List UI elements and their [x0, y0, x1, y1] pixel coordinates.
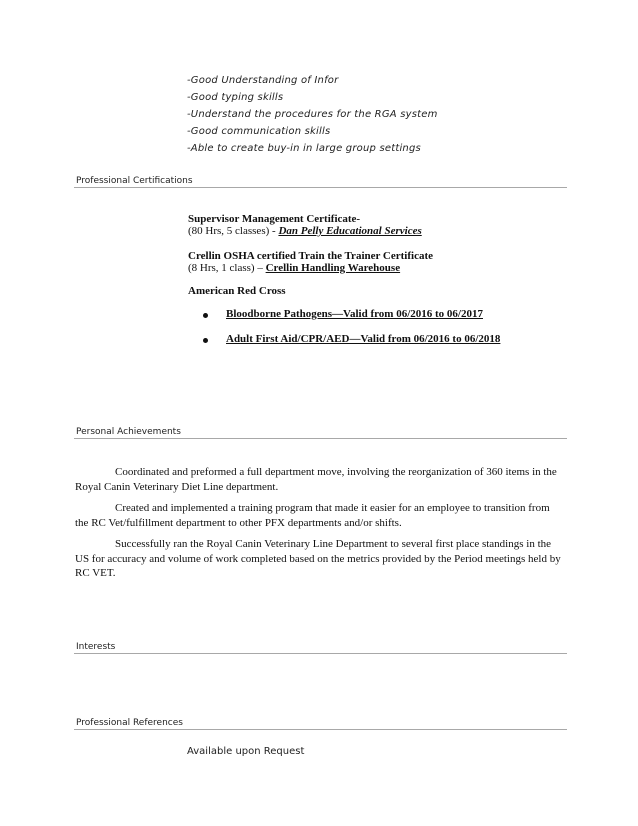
cert-detail-osha	[188, 262, 400, 274]
cert-detail-supervisor	[188, 225, 422, 237]
section-divider	[74, 187, 567, 188]
cert-provider-link[interactable]: Dan Pelly Educational Services	[278, 225, 422, 237]
section-heading-interests: Interests	[76, 642, 116, 652]
section-divider	[74, 653, 567, 654]
bullet-icon	[203, 313, 208, 318]
skill-item: -Good communication skills	[187, 126, 331, 137]
section-heading-certifications: Professional Certifications	[76, 176, 193, 186]
achievement-paragraph: Successfully ran the Royal Canin Veterinary Line Department to several first place standings in the US for accuracy and volume of work completed based on the metrics provided by the Period meetings held by RC VET.	[75, 538, 561, 579]
achievement-paragraph: Coordinated and preformed a full department move, involving the reorganization of 360 items in the Royal Canin Veterinary Diet Line department.	[75, 466, 557, 493]
section-heading-achievements: Personal Achievements	[76, 427, 181, 437]
section-divider	[74, 438, 567, 439]
cert-detail-text: (80 Hrs, 5 classes) -	[188, 225, 279, 237]
section-divider	[74, 729, 567, 730]
cert-provider-link[interactable]: Crellin Handling Warehouse	[265, 262, 401, 274]
red-cross-item: Adult First Aid/CPR/AED—Valid from 06/2016 to 06/2018	[226, 333, 501, 345]
skill-item: -Able to create buy-in in large group settings	[187, 143, 421, 154]
skill-item: -Understand the procedures for the RGA system	[187, 109, 438, 120]
red-cross-item: Bloodborne Pathogens—Valid from 06/2016 to 06/2017	[226, 308, 483, 320]
skill-item: -Good Understanding of Infor	[187, 75, 339, 86]
achievement-paragraph: Created and implemented a training program that made it easier for an employee to transition from the RC Vet/fulfillment department to other PFX departments and/or shifts.	[75, 502, 550, 529]
cert-detail-text: (8 Hrs, 1 class) –	[188, 262, 266, 274]
section-heading-references: Professional References	[76, 718, 183, 728]
bullet-icon	[203, 338, 208, 343]
cert-title-supervisor: Supervisor Management Certificate-	[188, 213, 361, 225]
cert-title-red-cross: American Red Cross	[188, 285, 286, 297]
cert-title-osha: Crellin OSHA certified Train the Trainer Certificate	[188, 250, 434, 262]
references-text: Available upon Request	[187, 746, 305, 757]
skill-item: -Good typing skills	[187, 92, 284, 103]
